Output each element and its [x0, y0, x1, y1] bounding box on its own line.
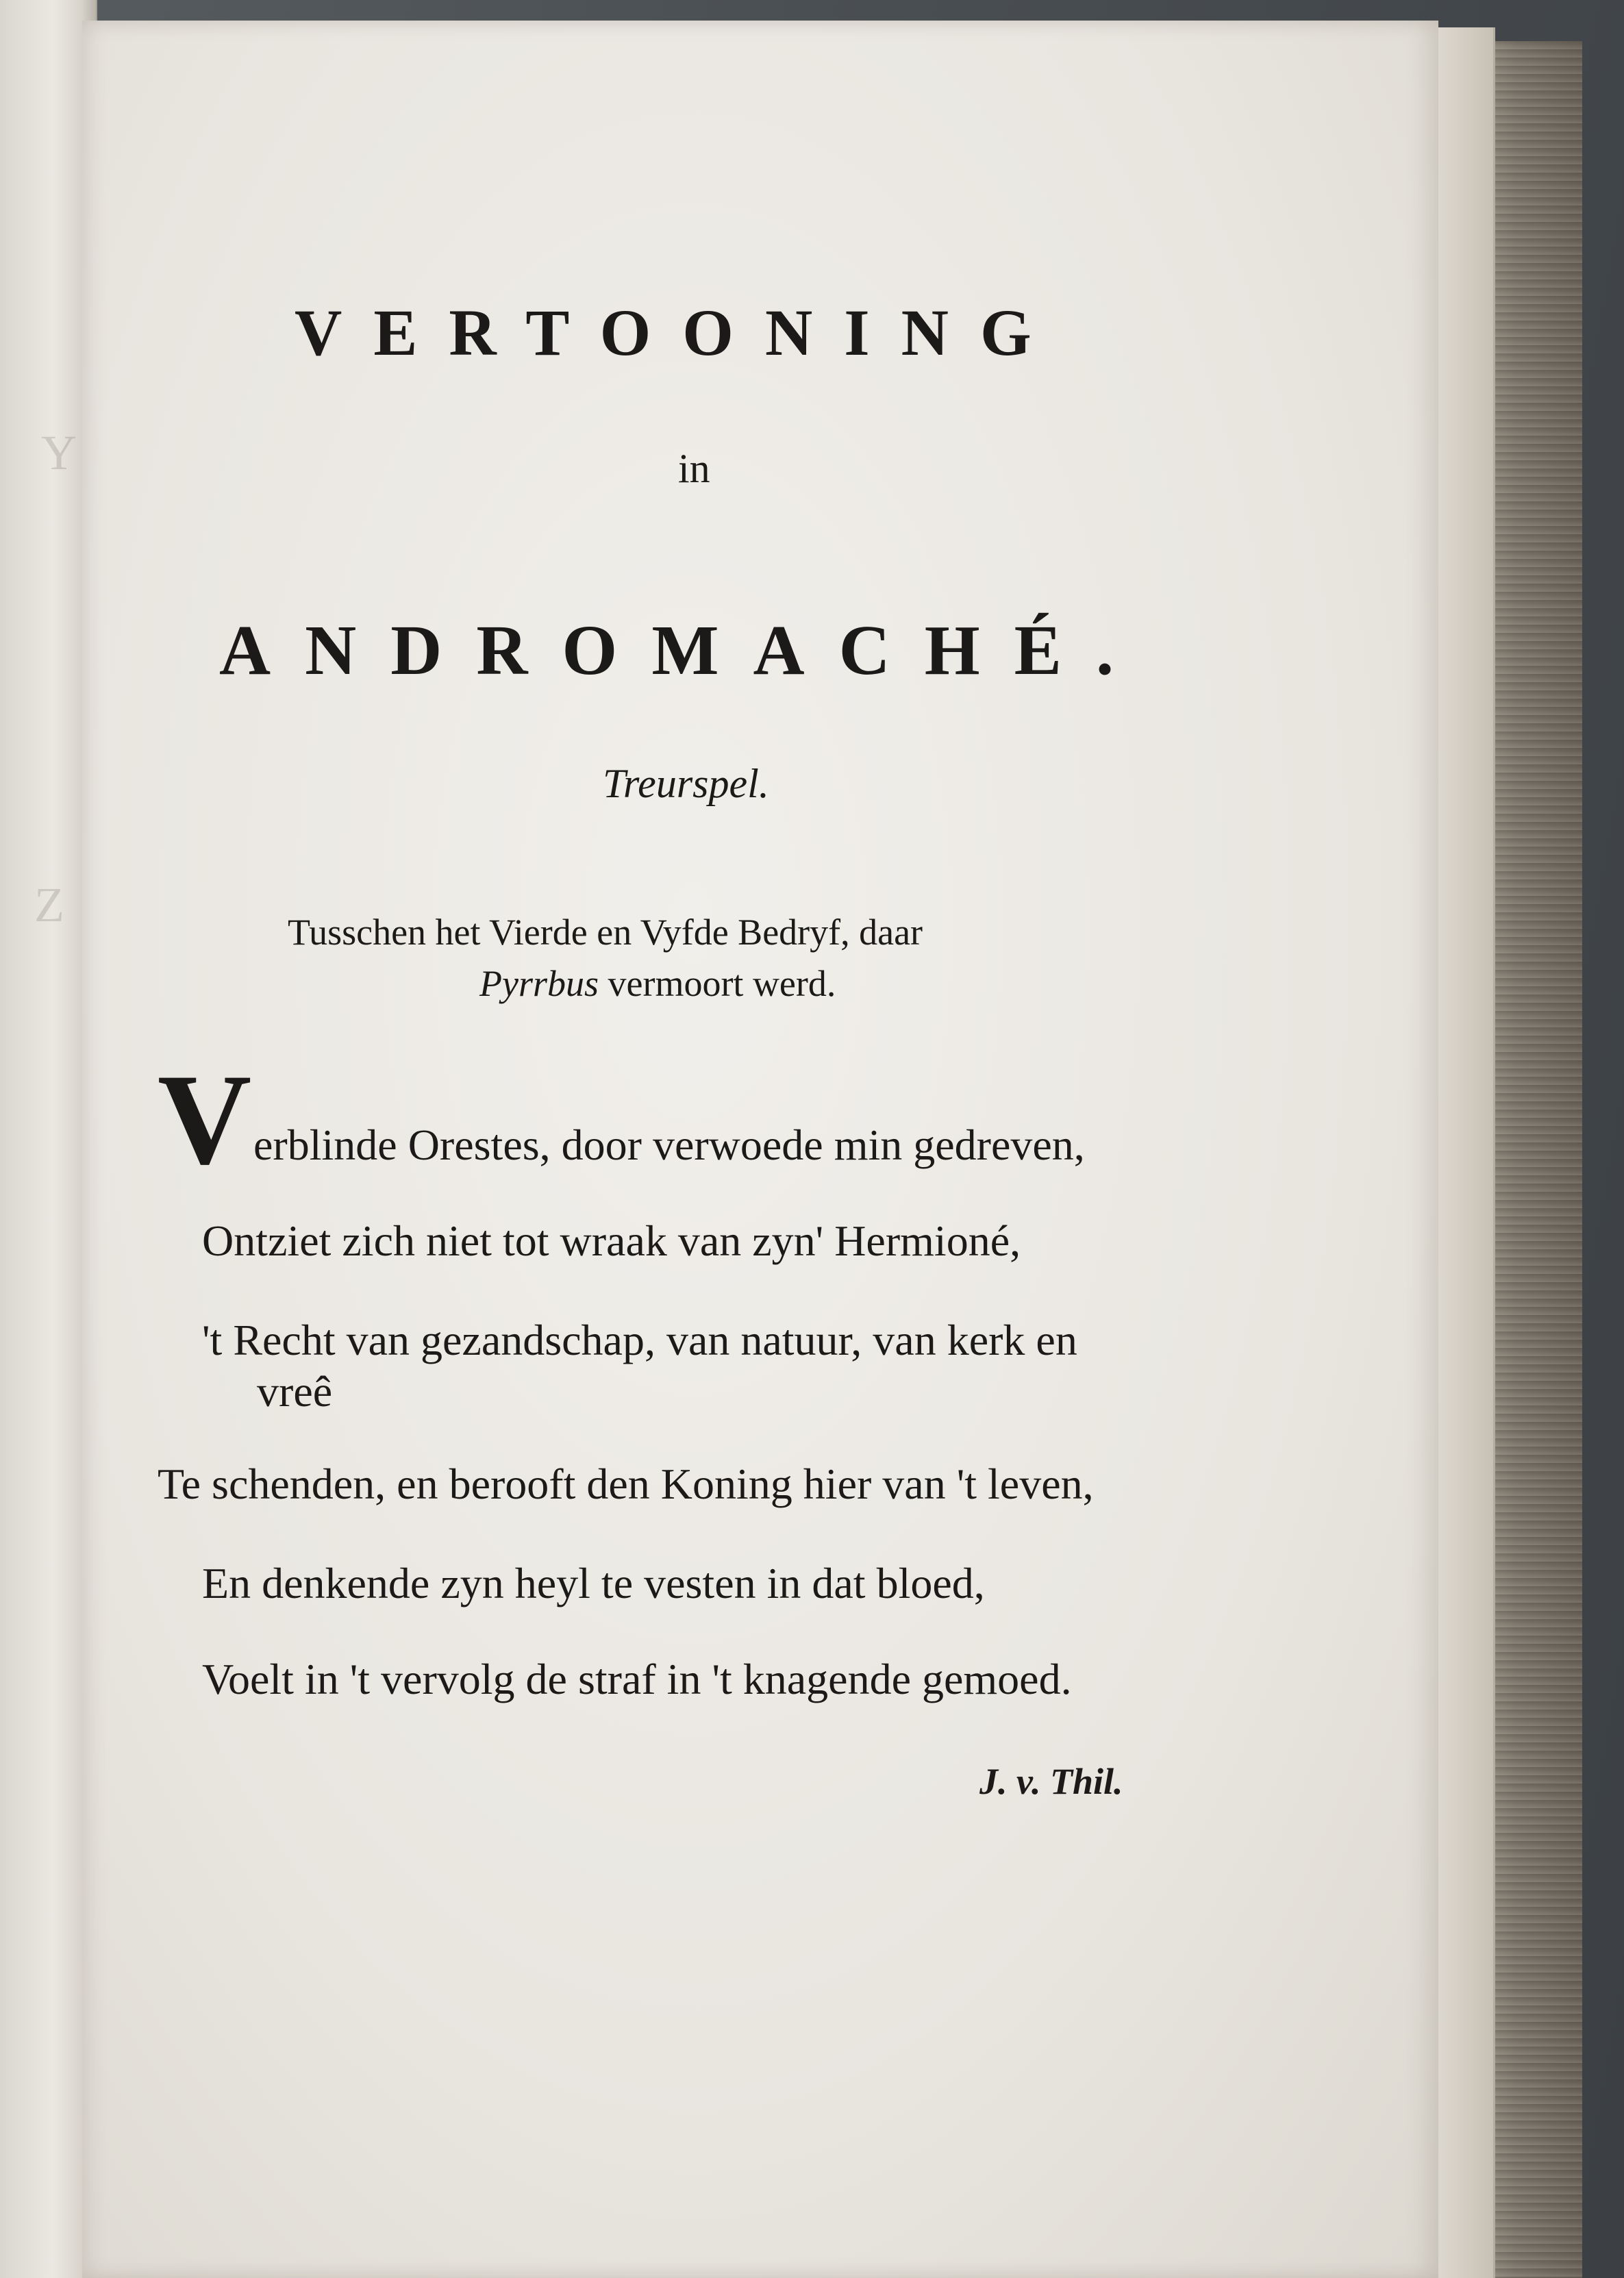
genre-label: Treurspel. — [603, 761, 769, 806]
bleed-through-mark: Y — [41, 425, 77, 480]
title-line-vertooning: VERTOONING — [295, 296, 1063, 369]
character-name: Pyrrbus — [479, 963, 599, 1004]
bleed-through-mark: Z — [34, 877, 64, 932]
verse-line-2: Ontziet zich niet tot wraak van zyn' Hermioné, — [202, 1216, 1021, 1265]
subtitle-line-2-rest: vermoort werd. — [608, 963, 836, 1004]
verse-line-3-continued: vreê — [257, 1367, 333, 1416]
verse-line-6: Voelt in 't vervolg de straf in 't knagende gemoed. — [202, 1655, 1072, 1703]
title-line-andromache: ANDROMACHÉ. — [219, 611, 1148, 690]
subtitle-line-1: Tusschen het Vierde en Vyfde Bedryf, daar — [288, 912, 923, 953]
verse-line-1: erblinde Orestes, door verwoede min gedreven, — [253, 1121, 1085, 1169]
book-page — [82, 21, 1438, 2278]
signature: J. v. Thil. — [979, 1761, 1123, 1802]
title-line-in: in — [678, 446, 710, 491]
verse-line-5: En denkende zyn heyl te vesten in dat bloed, — [202, 1559, 985, 1607]
verse-line-3: 't Recht van gezandschap, van natuur, van kerk en — [202, 1316, 1077, 1364]
drop-cap: V — [158, 1048, 252, 1192]
verse-line-4: Te schenden, en berooft den Koning hier van 't leven, — [158, 1460, 1094, 1508]
subtitle-line-2 — [479, 962, 836, 1005]
